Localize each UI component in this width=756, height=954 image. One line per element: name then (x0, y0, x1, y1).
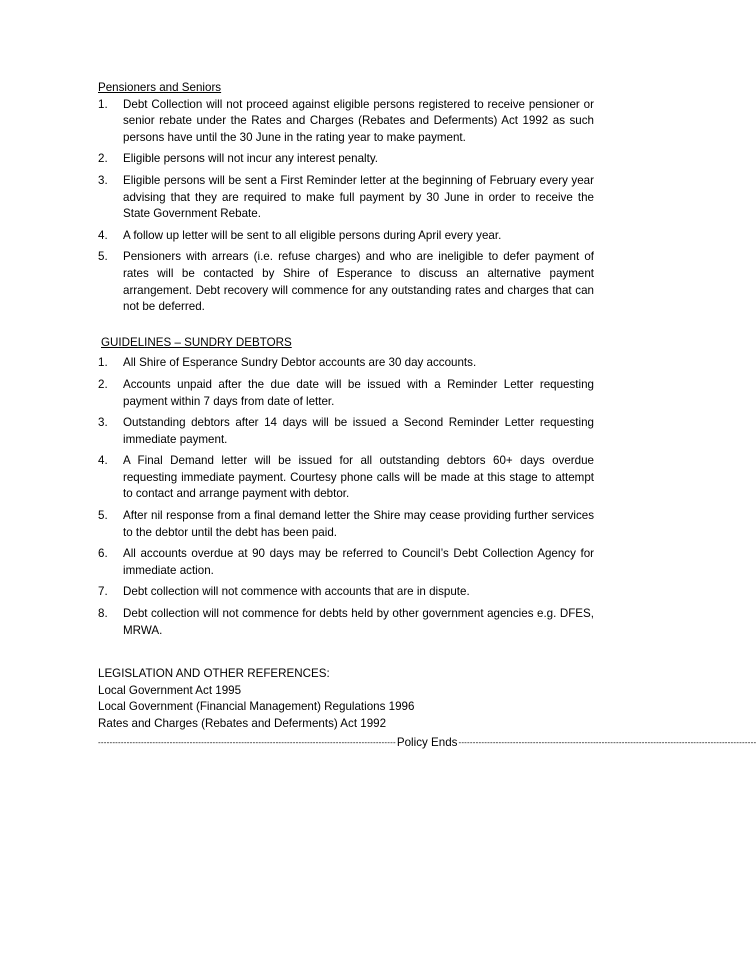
sundry-debtors-heading: GUIDELINES – SUNDRY DEBTORS (101, 335, 292, 349)
item-number: 4. (98, 454, 108, 468)
item-text: Outstanding debtors after 14 days will be issued a Second Reminder Letter requesting immediate payment. (123, 416, 594, 446)
item-number: 3. (98, 416, 108, 430)
dash-rule-right: -------------------------------------------------------------------------------------------------------- (458, 738, 756, 747)
sundry-debtors-list (98, 355, 594, 639)
list-item (98, 508, 594, 541)
list-item (98, 453, 594, 503)
references-section (98, 666, 594, 732)
item-number: 5. (98, 250, 108, 264)
list-item (98, 249, 594, 315)
item-text: A Final Demand letter will be issued for all outstanding debtors 60+ days overdue requesting immediate payment. Courtesy phone calls will be made at this stage to attempt to contact and arrange payment with debtor. (123, 454, 594, 501)
item-text: All Shire of Esperance Sundry Debtor accounts are 30 day accounts. (123, 356, 477, 370)
list-item (98, 355, 594, 372)
item-text: Debt collection will not commence for debts held by other government agencies e.g. DFES, MRWA. (123, 607, 594, 637)
reference-line: Local Government (Financial Management) Regulations 1996 (98, 700, 415, 714)
item-text: Eligible persons will not incur any interest penalty. (123, 152, 378, 166)
pensioners-heading: Pensioners and Seniors (98, 81, 222, 94)
policy-end-footer (98, 735, 756, 752)
item-number: 1. (98, 97, 108, 111)
list-item (98, 97, 594, 147)
list-item (98, 415, 594, 448)
item-number: 4. (98, 228, 108, 242)
item-text: Eligible persons will be sent a First Reminder letter at the beginning of February every year advising that they are required to make full payment by 30 June in order to receive the State Government Rebate. (123, 173, 594, 221)
list-item (98, 546, 594, 579)
item-number: 8. (98, 607, 108, 621)
policy-ends-label: Policy Ends (396, 736, 458, 749)
list-item (98, 606, 594, 639)
references-heading: LEGISLATION AND OTHER REFERENCES: (98, 667, 330, 681)
pensioners-list (98, 97, 594, 316)
item-text: Accounts unpaid after the due date will be issued with a Reminder Letter requesting payment within 7 days from date of letter. (123, 377, 594, 408)
item-number: 2. (98, 152, 108, 166)
item-number: 6. (98, 547, 108, 561)
item-text: Debt Collection will not proceed against eligible persons registered to receive pensioner or senior rebate under the Rates and Charges (Rebates and Deferments) Act 1992 as such persons have until the 30 June in the rating year to make payment. (123, 97, 594, 144)
list-item (98, 173, 594, 223)
list-item (98, 228, 594, 245)
dash-rule-left: -------------------------------------------------------------------------------------------------------- (98, 738, 396, 747)
list-item (98, 584, 594, 601)
item-number: 1. (98, 356, 108, 370)
item-text: After nil response from a final demand letter the Shire may cease providing further services to the debtor until the debt has been paid. (123, 509, 594, 539)
item-number: 3. (98, 173, 108, 187)
reference-line: Local Government Act 1995 (98, 683, 242, 697)
item-number: 2. (98, 377, 108, 391)
item-number: 7. (98, 585, 108, 599)
item-text: All accounts overdue at 90 days may be referred to Council’s Debt Collection Agency for immediate action. (123, 547, 594, 577)
reference-line: Rates and Charges (Rebates and Deferments) Act 1992 (98, 717, 387, 730)
document-body (98, 80, 594, 733)
item-text: Debt collection will not commence with accounts that are in dispute. (123, 585, 470, 599)
item-number: 5. (98, 509, 108, 523)
item-text: Pensioners with arrears (i.e. refuse charges) and who are ineligible to defer payment of rates will be contacted by Shire of Esperance to discuss an alternative payment arrangement. Debt recovery will commence for any outstanding rates and charges that can not be deferred. (123, 250, 594, 314)
list-item (98, 377, 594, 410)
item-text: A follow up letter will be sent to all eligible persons during April every year. (123, 228, 502, 242)
list-item (98, 151, 594, 168)
